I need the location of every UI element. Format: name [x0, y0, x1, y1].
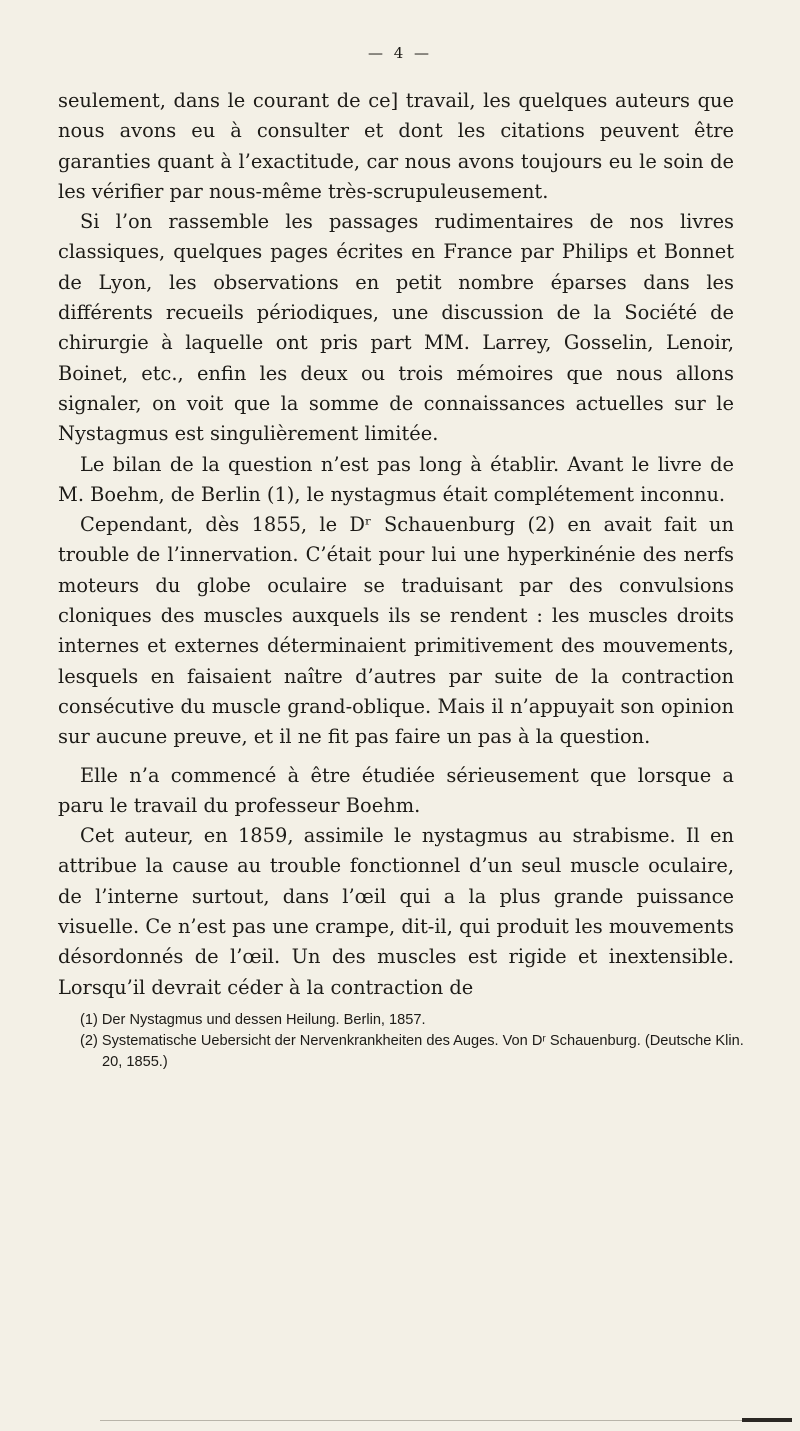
paragraph: Elle n’a commencé à être étudiée sérieusement que lorsque a paru le travail du professeur Boehm. — [58, 763, 734, 817]
body-text — [58, 86, 744, 1073]
page-edge-rule — [100, 1420, 790, 1421]
footnote: (1) Der Nystagmus und dessen Heilung. Berlin, 1857. — [80, 1011, 426, 1028]
paragraph: seulement, dans le courant de ce] travail, les quelques auteurs que nous avons eu à consulter et dont les citations peuvent être garanties quant à l’exactitude, car nous avons toujours eu le soin de les vérifier par nous-même très-scrupuleusement. — [58, 89, 734, 203]
page-number: — 4 — — [367, 44, 433, 62]
paragraph: Cependant, dès 1855, le Dʳ Schauenburg (2) en avait fait un trouble de l’innervation. C’était pour lui une hyperkinénie des nerfs moteurs du globe oculaire se traduisant par des convulsions cloniques des muscles auxquels ils se rendent : les muscles droits internes et externes déterminaient primitivement des mouvements, lesquels en faisaient naître d’autres par suite de la contraction consécutive du muscle grand-oblique. Mais il n’appuyait son opinion sur aucune preuve, et il ne fit pas faire un pas à la question. — [58, 513, 734, 749]
footnotes — [58, 1010, 744, 1073]
paragraph: Cet auteur, en 1859, assimile le nystagmus au strabisme. Il en attribue la cause au trouble fonctionnel d’un seul muscle oculaire, de l’interne surtout, dans l’œil qui a la plus grande puissance visuelle. Ce n’est pas une crampe, dit-il, qui produit les mouvements désordonnés de l’œil. Un des muscles est rigide et inextensible. Lorsqu’il devrait céder à la contraction de — [58, 824, 734, 999]
paragraph: Si l’on rassemble les passages rudimentaires de nos livres classiques, quelques pages écrites en France par Philips et Bonnet de Lyon, les observations en petit nombre éparses dans les différents recueils périodiques, une discussion de la Société de chirurgie à laquelle ont pris part MM. Larrey, Gosselin, Lenoir, Boinet, etc., enfin les deux ou trois mémoires que nous allons signaler, on voit que la somme de connaissances actuelles sur le Nystagmus est singulièrement limitée. — [58, 210, 734, 446]
paragraph: Le bilan de la question n’est pas long à établir. Avant le livre de M. Boehm, de Berlin (1), le nystagmus était complétement inconnu. — [58, 452, 734, 506]
page-edge-mark — [742, 1418, 792, 1422]
footnote: (2) Systematische Uebersicht der Nervenkrankheiten des Auges. Von Dʳ Schauenburg. (Deutsche Klin. 20, 1855.) — [80, 1032, 744, 1070]
